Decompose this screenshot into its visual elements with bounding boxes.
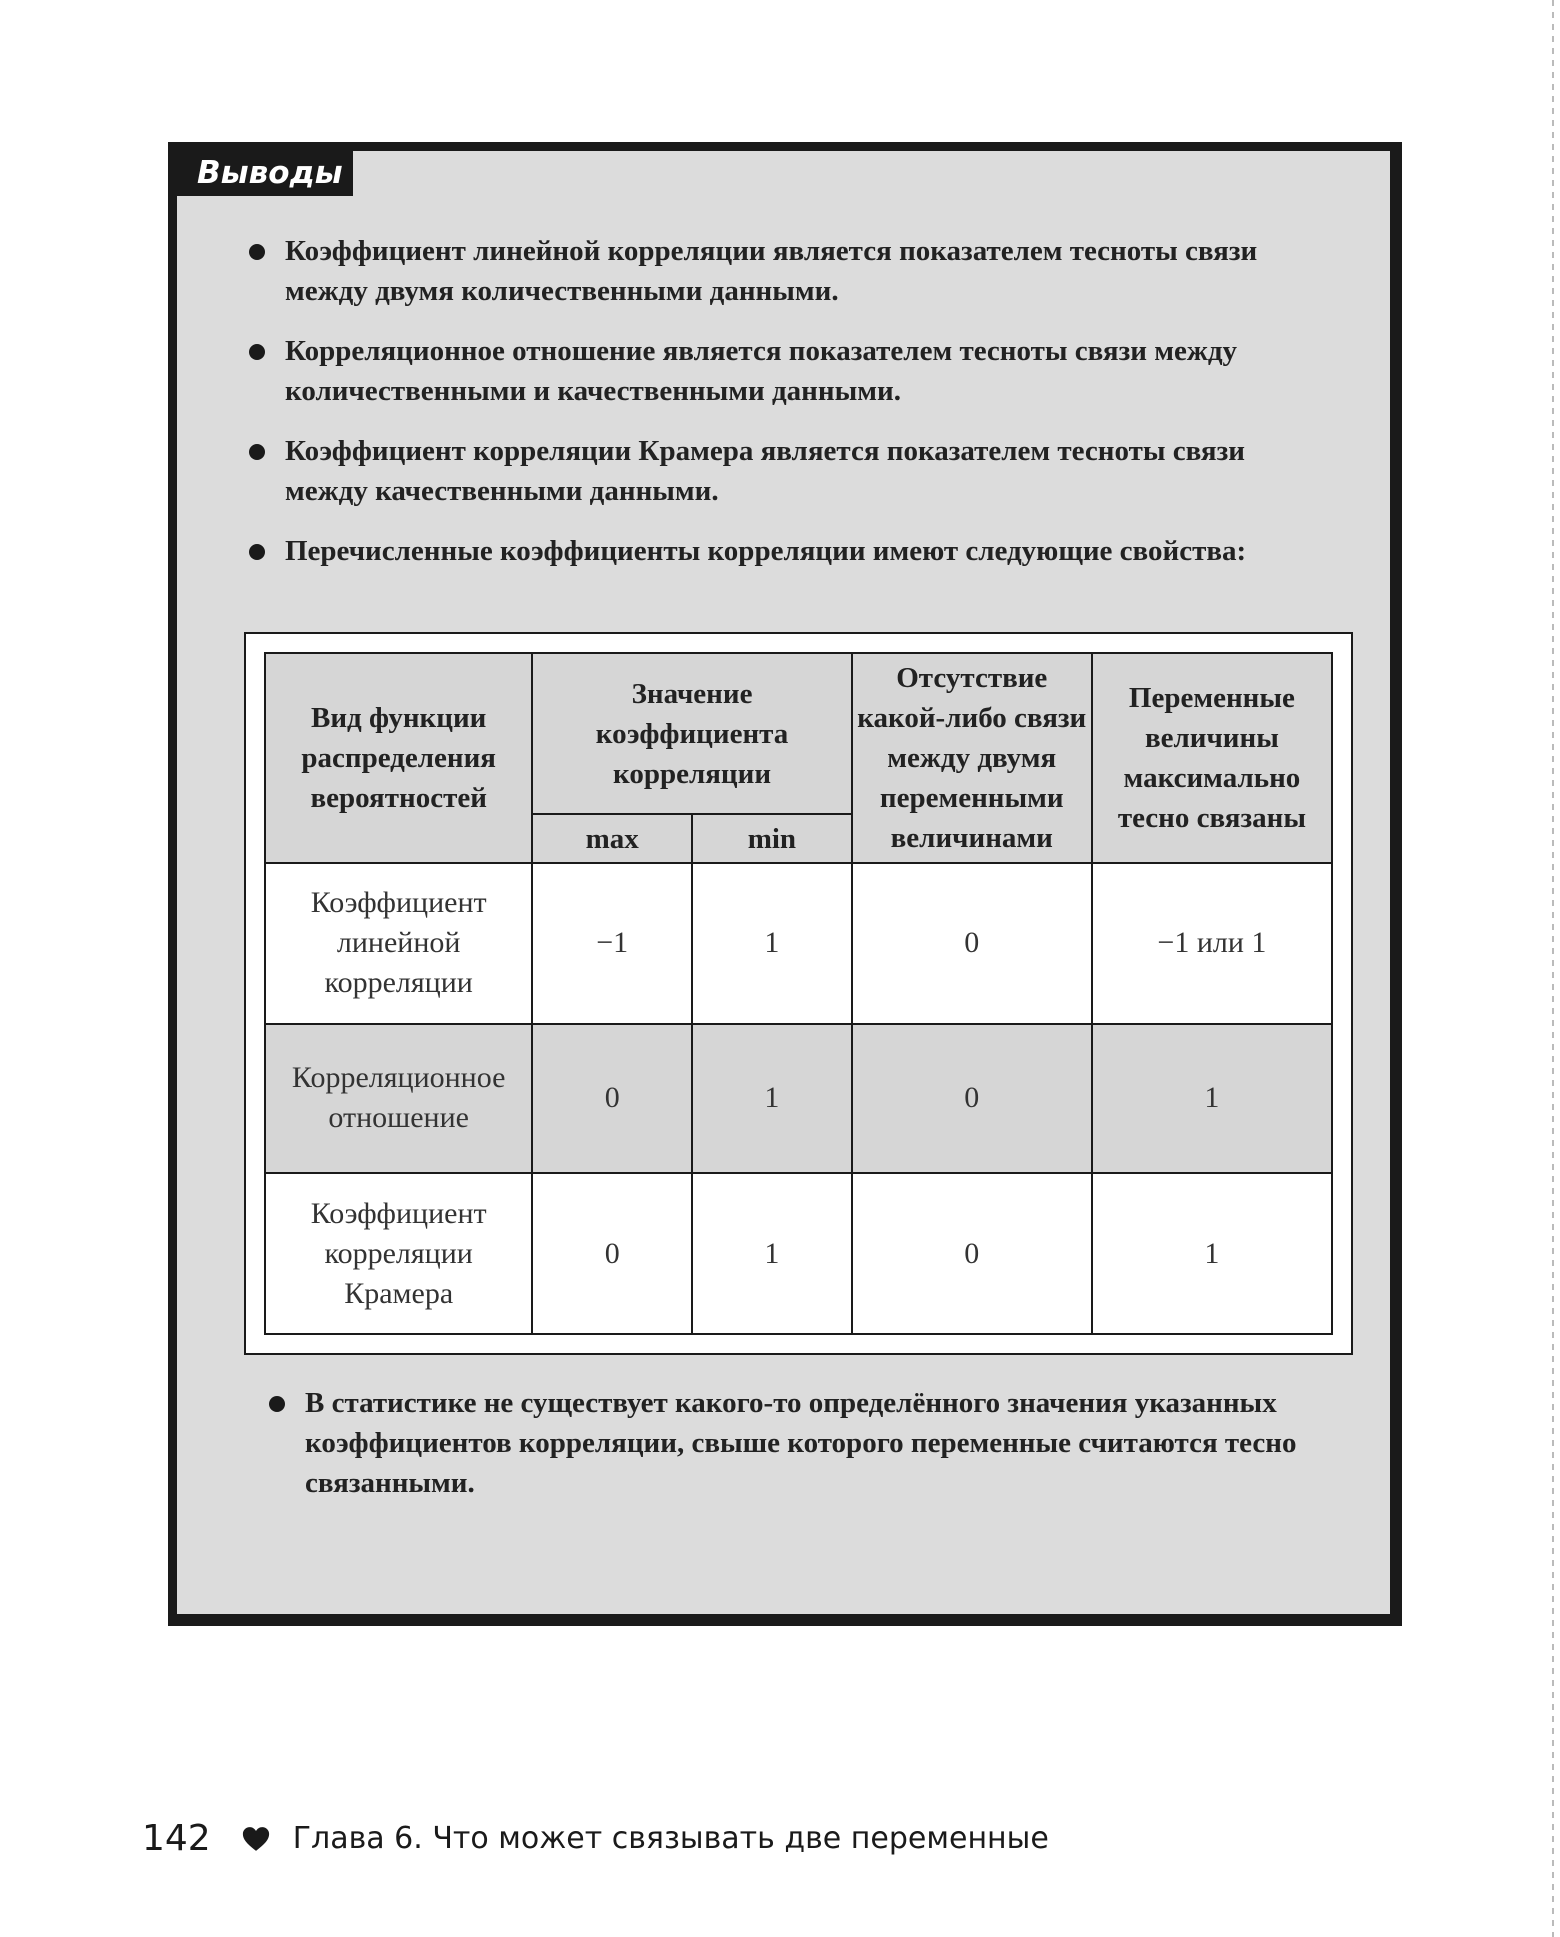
cell-min: 1 — [692, 1173, 852, 1334]
header-no-relation: Отсутствие какой-либо связи между двумя переменными величинами — [852, 653, 1092, 863]
properties-table-frame — [244, 632, 1353, 1355]
page-footer — [142, 1818, 1049, 1859]
table-row — [265, 863, 1332, 1024]
heart-icon — [241, 1824, 271, 1854]
cell-min: 1 — [692, 1024, 852, 1173]
row-name: Коэффициент линейной корреляции — [265, 863, 532, 1024]
final-conclusion-item: В статистике не существует какого-то определённого значения указанных коэффициентов корреляции, свыше которого переменные считаются тесно связанными. — [269, 1383, 1319, 1503]
cell-max: 0 — [532, 1024, 692, 1173]
header-max: max — [532, 814, 692, 863]
cell-no-relation: 0 — [852, 863, 1092, 1024]
conclusion-item: Корреляционное отношение является показателем тесноты связи между количественными и качественными данными. — [249, 331, 1329, 411]
cell-min: 1 — [692, 863, 852, 1024]
conclusion-item: Коэффициент линейной корреляции является показателем тесноты связи между двумя количественными данными. — [249, 231, 1329, 311]
header-min: min — [692, 814, 852, 863]
row-name: Корреляционное отношение — [265, 1024, 532, 1173]
header-distribution-type: Вид функции распределения вероятностей — [265, 653, 532, 863]
page-edge-dashes — [1552, 0, 1554, 1937]
chapter-title: Глава 6. Что может связывать две переменные — [292, 1821, 1049, 1856]
cell-no-relation: 0 — [852, 1024, 1092, 1173]
cell-max: 0 — [532, 1173, 692, 1334]
final-conclusion-list — [269, 1383, 1319, 1503]
cell-max-relation: −1 или 1 — [1092, 863, 1332, 1024]
table-row — [265, 1024, 1332, 1173]
conclusions-box — [168, 142, 1402, 1626]
cell-max-relation: 1 — [1092, 1173, 1332, 1334]
cell-max-relation: 1 — [1092, 1024, 1332, 1173]
conclusion-item: Перечисленные коэффициенты корреляции имеют следующие свойства: — [249, 531, 1329, 571]
cell-no-relation: 0 — [852, 1173, 1092, 1334]
header-coefficient-value: Значение коэффициента корреляции — [532, 653, 851, 814]
row-name: Коэффициент корреляции Крамера — [265, 1173, 532, 1334]
conclusion-item: Коэффициент корреляции Крамера является показателем тесноты связи между качественными данными. — [249, 431, 1329, 511]
cell-max: −1 — [532, 863, 692, 1024]
header-max-relation: Переменные величины максимально тесно связаны — [1092, 653, 1332, 863]
conclusions-title: Выводы — [177, 151, 353, 196]
conclusions-list — [249, 231, 1329, 591]
table-row — [265, 1173, 1332, 1334]
page-number: 142 — [142, 1818, 211, 1859]
properties-table — [264, 652, 1333, 1335]
